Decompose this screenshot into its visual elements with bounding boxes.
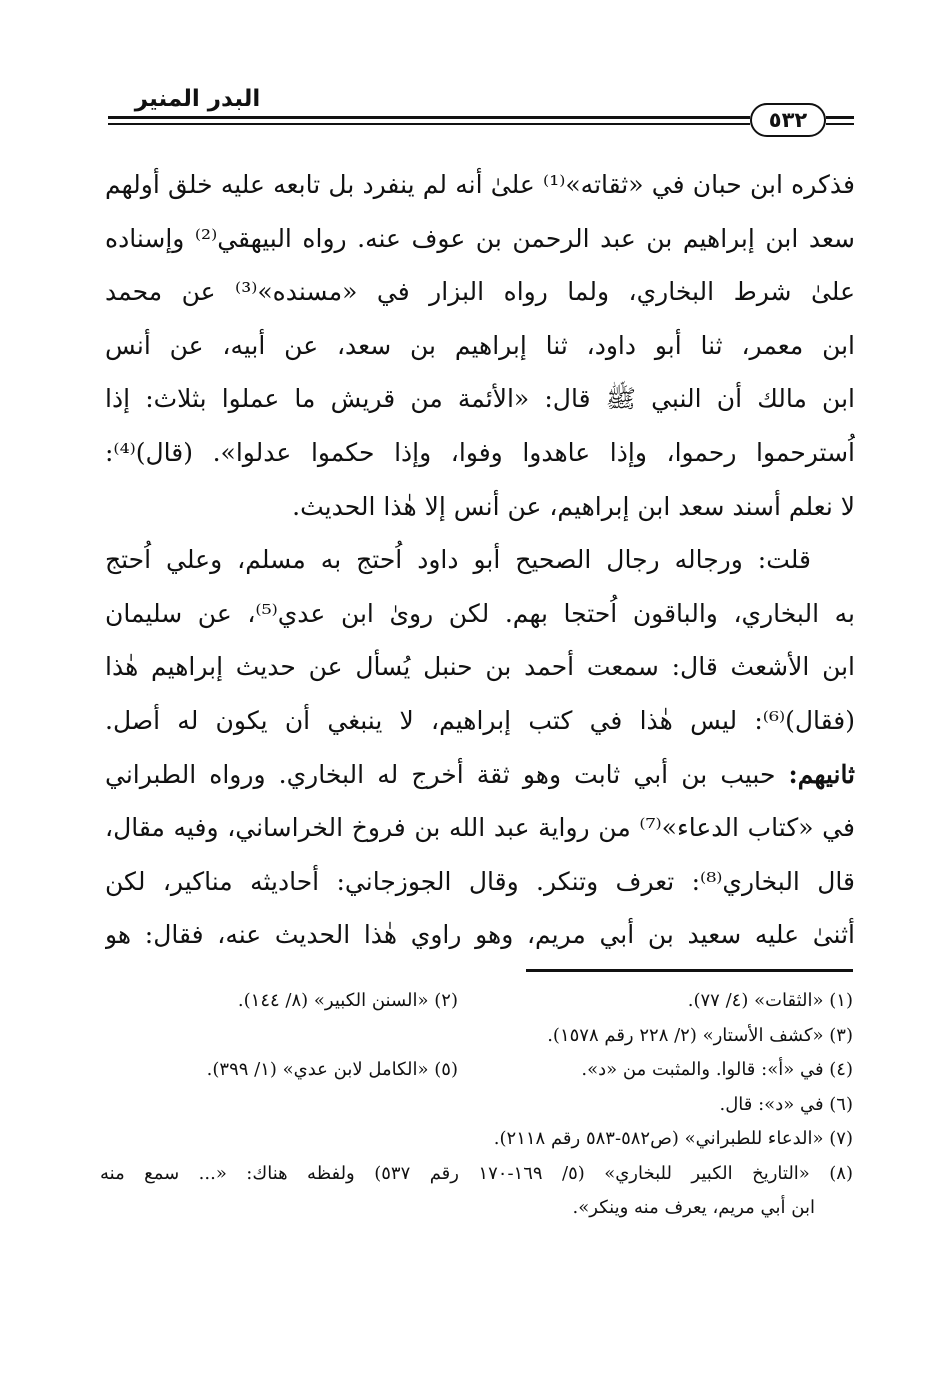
bold-lead-word: ثانيهم: — [788, 759, 855, 789]
running-header-title: البدر المنير — [134, 86, 261, 112]
footnote-6: (٦) في «د»: قال. — [719, 1093, 853, 1115]
text-line: ابن الأشعث قال: سمعت أحمد بن حنبل يُسأل عن حديث إبراهيم هٰذا — [105, 652, 855, 682]
text-line: في «كتاب الدعاء»⁽⁷⁾ من رواية عبد الله بن فروخ الخراساني، وفيه مقال، — [105, 813, 855, 843]
text-line: ابن مالك أن النبي ﷺ قال: «الأئمة من قريش ما عملوا بثلاث: إذا — [105, 384, 855, 414]
main-text — [105, 158, 855, 962]
text-line-with-lead — [105, 748, 855, 802]
text-line-rest: حبيب بن أبي ثابت وهو ثقة أخرج له البخاري. ورواه الطبراني — [105, 759, 776, 789]
footnotes — [100, 984, 853, 1226]
text-line: فذكره ابن حبان في «ثقاته»⁽¹⁾ علىٰ أنه لم ينفرد بل تابعه عليه خلق أولهم — [105, 170, 855, 199]
text-line: به البخاري، والباقون اُحتجا بهم. لكن روىٰ ابن عدي⁽⁵⁾، عن سليمان — [105, 598, 855, 628]
header-rule-thin — [108, 123, 750, 125]
page-number-badge: ٥٣٢ — [750, 103, 826, 137]
text-line: (فقال)⁽⁶⁾: ليس هٰذا في كتب إبراهيم، لا ينبغي أن يكون له أصل. — [105, 705, 855, 735]
text-line: سعد ابن إبراهيم بن عبد الرحمن بن عوف عنه. رواه البيهقي⁽²⁾ وإسناده — [105, 223, 855, 253]
footnote-row — [100, 1053, 853, 1088]
footnote-4: (٤) في «أ»: قالوا. والمثبت من «د». — [581, 1059, 853, 1080]
footnote-8-continuation: ابن أبي مريم، يعرف منه وينكر». — [572, 1197, 815, 1218]
text-line: قال البخاري⁽⁸⁾: تعرف وتنكر. وقال الجوزجاني: أحاديثه مناكير، لكن — [105, 866, 855, 896]
text-line: أثنىٰ عليه سعيد بن أبي مريم، وهو راوي هٰذا الحديث عنه، فقال: هو — [105, 920, 855, 950]
footnote-3: (٣) «كشف الأستار» (٢/ ٢٢٨ رقم ١٥٧٨). — [547, 1024, 853, 1046]
footnote-7: (٧) «الدعاء للطبراني» (ص٥٨٢-٥٨٣ رقم ٢١١٨). — [493, 1128, 853, 1149]
footnote-separator — [526, 969, 853, 972]
text-line: اُسترحموا رحموا، وإذا عاهدوا وفوا، وإذا حكموا عدلوا». (قال)⁽⁴⁾: — [105, 437, 855, 467]
text-line: علىٰ شرط البخاري، ولما رواه البزار في «مسنده»⁽³⁾ عن محمد — [105, 277, 855, 307]
text-line: ابن معمر، ثنا أبو داود، ثنا إبراهيم بن سعد، عن أبيه، عن أنس — [105, 330, 855, 360]
header-rule-thick — [108, 116, 750, 119]
footnote-8: (٨) «التاريخ الكبير للبخاري» (٥/ ١٦٩-١٧٠ رقم ٥٣٧) ولفظه هناك: «... سمع منه — [100, 1162, 853, 1184]
header-rule-stub-thin — [826, 123, 854, 125]
header-rule-stub-thick — [826, 116, 854, 119]
footnote-2: (٢) «السنن الكبير» (٨/ ١٤٤). — [237, 990, 458, 1011]
text-line: قلت: ورجاله رجال الصحيح أبو داود اُحتج به مسلم، وعلي اُحتج — [105, 545, 811, 575]
footnote-5: (٥) «الكامل لابن عدي» (١/ ٣٩٩). — [206, 1059, 458, 1080]
footnote-row — [100, 984, 853, 1019]
footnote-1: (١) «الثقات» (٤/ ٧٧). — [687, 990, 853, 1011]
text-line: لا نعلم أسند سعد ابن إبراهيم، عن أنس إلا هٰذا الحديث. — [292, 491, 855, 521]
